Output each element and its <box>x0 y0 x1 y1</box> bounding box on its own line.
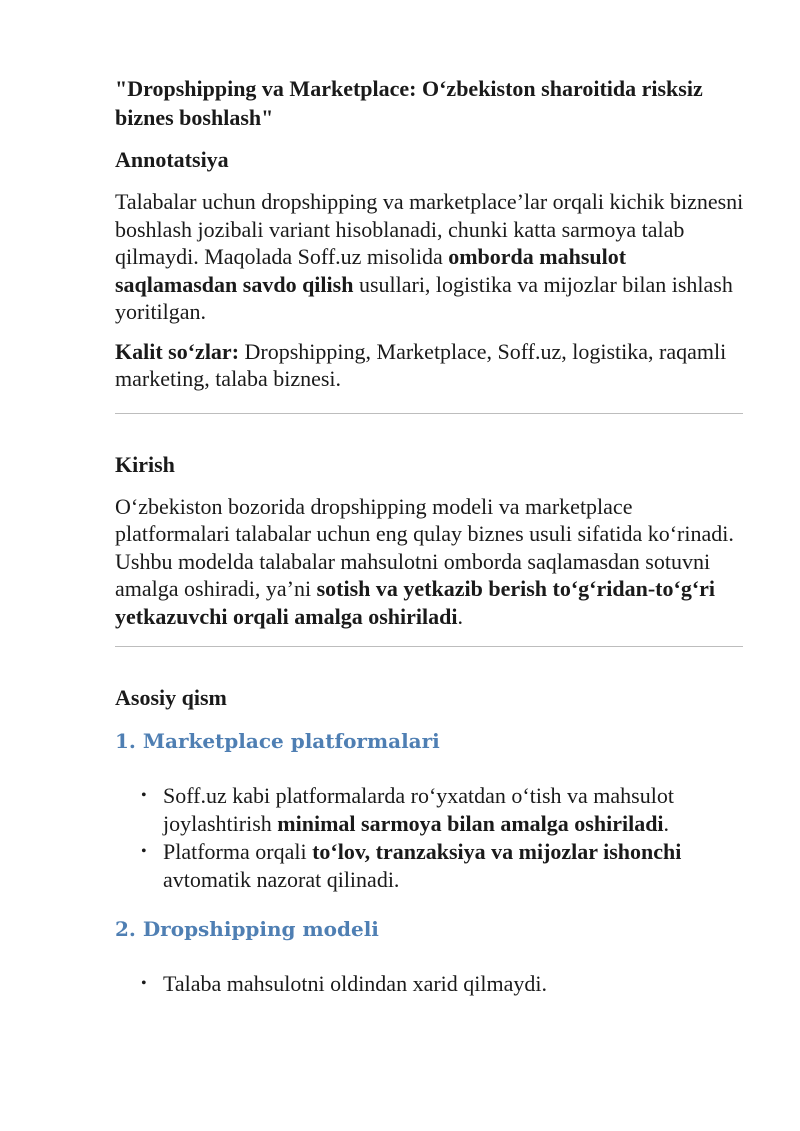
list-item-text: Platforma orqali <box>163 839 313 864</box>
divider-2 <box>115 646 743 647</box>
intro-text-start: O‘zbekiston bozorida dropshipping modeli va marketplace platformalari talabalar uchun eng qulay biznes usuli sifatida ko‘rinadi. Ushbu modelda talabalar mahsulotni omborda saqlamasdan sotuvni amalga oshiradi, ya’ni <box>115 493 734 601</box>
divider-1 <box>115 413 743 414</box>
annotation-heading: Annotatsiya <box>115 147 229 172</box>
annotation-text-bold: omborda mahsulot saqlamasdan savdo qilish <box>115 244 627 297</box>
bullet-icon: • <box>141 843 147 860</box>
keywords-paragraph <box>115 338 745 393</box>
list-item <box>141 970 745 998</box>
annotation-text-end: usullari, logistika va mijozlar bilan ishlash yoritilgan. <box>115 271 733 324</box>
main-heading: Asosiy qism <box>115 685 227 710</box>
list-item <box>141 838 745 894</box>
keywords-text: Dropshipping, Marketplace, Soff.uz, logistika, raqamli marketing, talaba biznesi. <box>115 338 727 391</box>
intro-text-bold: sotish va yetkazib berish to‘g‘ridan-to‘g‘ri yetkazuvchi orqali amalga oshiriladi <box>115 576 716 629</box>
list-item-bold: to‘lov, tranzaksiya va mijozlar ishonchi <box>312 839 682 864</box>
list-item-bold: minimal sarmoya bilan amalga oshiriladi <box>277 811 664 836</box>
bullet-icon: • <box>141 975 147 992</box>
list-item <box>141 782 745 838</box>
annotation-paragraph <box>115 188 745 326</box>
bullet-icon: • <box>141 787 147 804</box>
list-item-text: Soff.uz kabi platformalarda ro‘yxatdan o‘tish va mahsulot joylashtirish <box>163 783 674 836</box>
intro-paragraph <box>115 493 745 631</box>
document-page <box>115 74 745 998</box>
document-title: "Dropshipping va Marketplace: O‘zbekiston sharoitida risksiz biznes boshlash" <box>115 76 703 130</box>
section-1-list <box>115 782 745 894</box>
section-1-heading: 1. Marketplace platformalari <box>115 729 440 753</box>
keywords-label: Kalit so‘zlar: <box>115 338 240 364</box>
section-2-heading: 2. Dropshipping modeli <box>115 917 379 941</box>
intro-heading: Kirish <box>115 451 175 477</box>
list-item-text: Talaba mahsulotni oldindan xarid qilmaydi. <box>163 971 547 996</box>
section-2-list <box>115 970 745 998</box>
list-item-end: avtomatik nazorat qilinadi. <box>163 867 400 892</box>
intro-text-end: . <box>457 603 463 629</box>
annotation-text-start: Talabalar uchun dropshipping va marketplace’lar orqali kichik biznesni boshlash jozibali variant hisoblanadi, chunki katta sarmoya talab qilmaydi. Maqolada Soff.uz misolida <box>115 189 744 269</box>
list-item-end: . <box>663 811 670 836</box>
